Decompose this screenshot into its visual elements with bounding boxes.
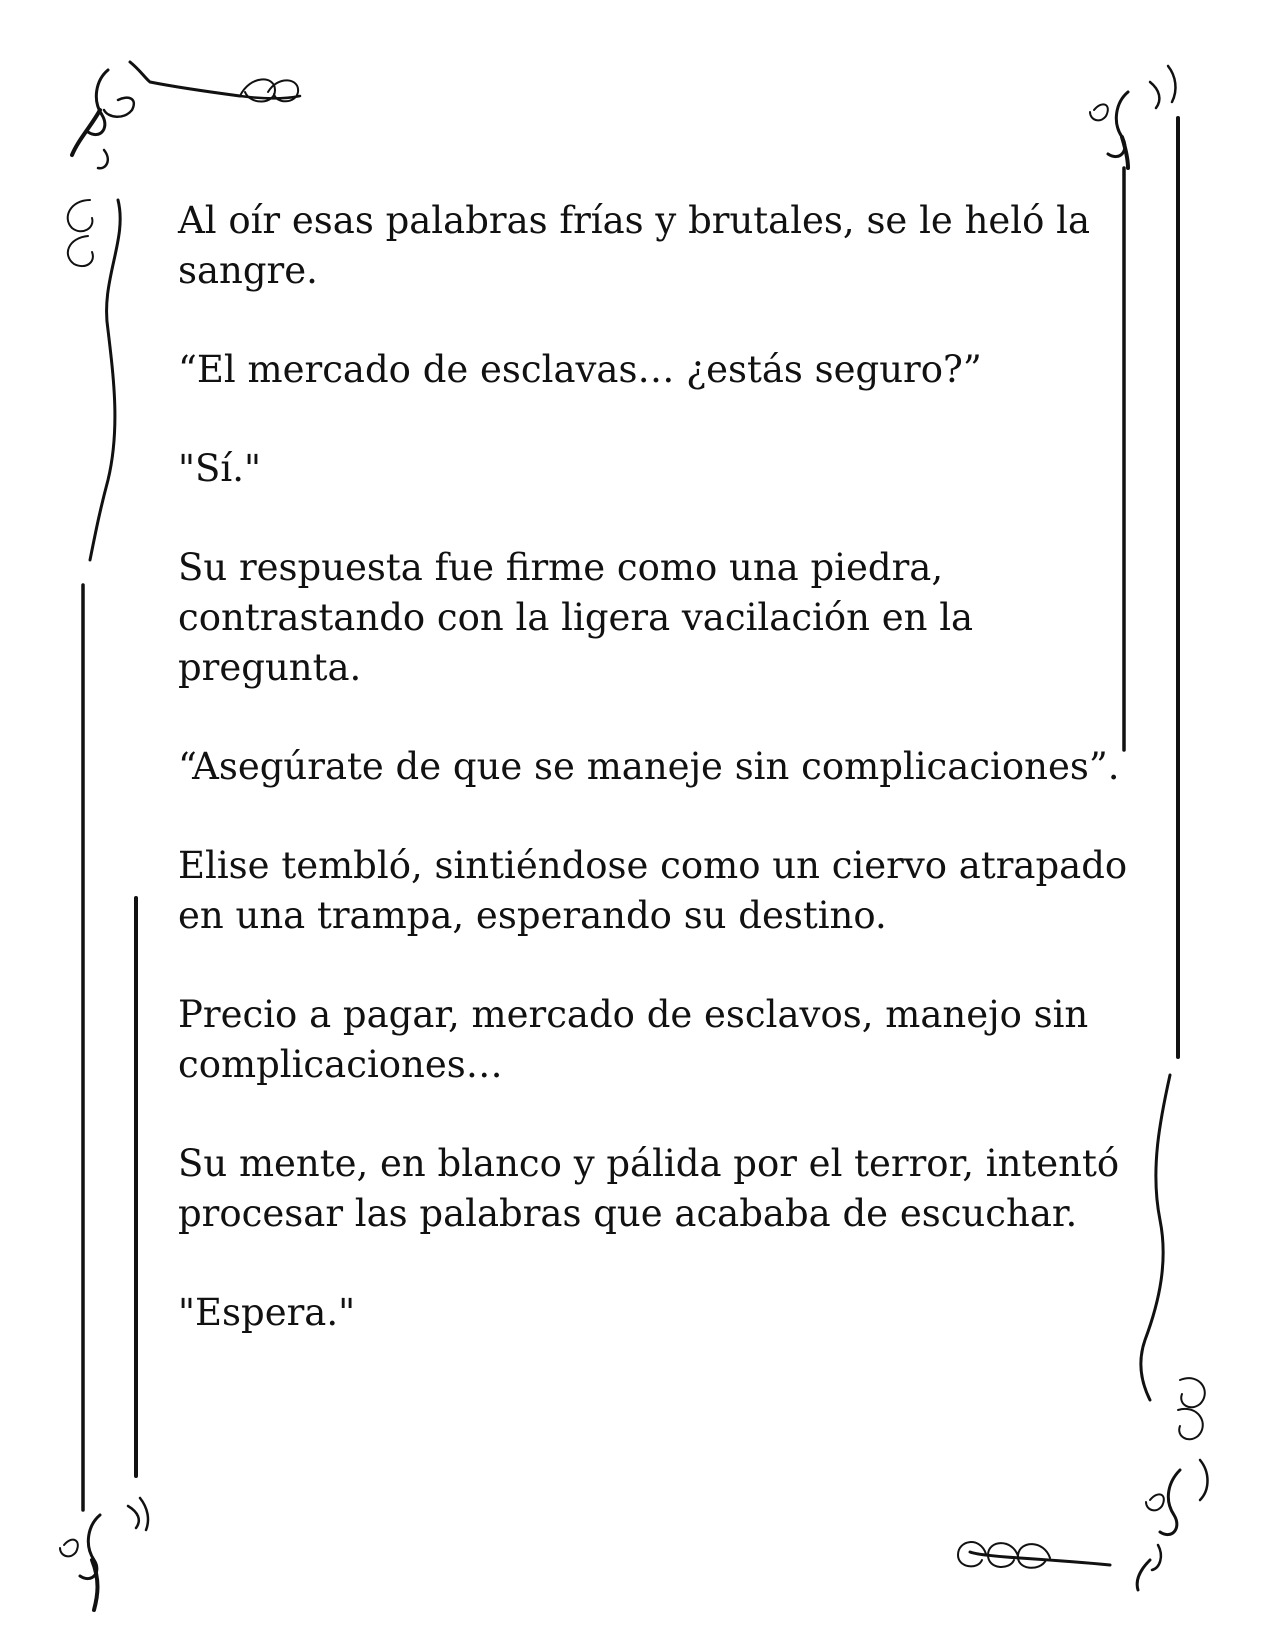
document-body: [178, 196, 1128, 1387]
bottom-left-flourish-icon: [60, 1498, 148, 1610]
paragraph-6: Elise tembló, sintiéndose como un ciervo atrapado en una trampa, esperando su destino.: [178, 844, 1128, 937]
paragraph-2: “El mercado de esclavas… ¿estás seguro?”: [178, 348, 982, 391]
paragraph-8: Su mente, en blanco y pálida por el terror, intentó procesar las palabras que acababa de escuchar.: [178, 1142, 1120, 1235]
paragraph-4: Su respuesta fue firme como una piedra, contrastando con la ligera vacilación en la pregunta.: [178, 546, 974, 689]
paragraph-3: "Sí.": [178, 447, 261, 490]
paragraph-9: "Espera.": [178, 1291, 356, 1334]
paragraph-7: Precio a pagar, mercado de esclavos, manejo sin complicaciones…: [178, 993, 1089, 1086]
top-right-flourish-icon: [1090, 66, 1175, 168]
paragraph-5: “Asegúrate de que se maneje sin complicaciones”.: [178, 745, 1120, 788]
paragraph-1: Al oír esas palabras frías y brutales, se le heló la sangre.: [178, 199, 1091, 292]
